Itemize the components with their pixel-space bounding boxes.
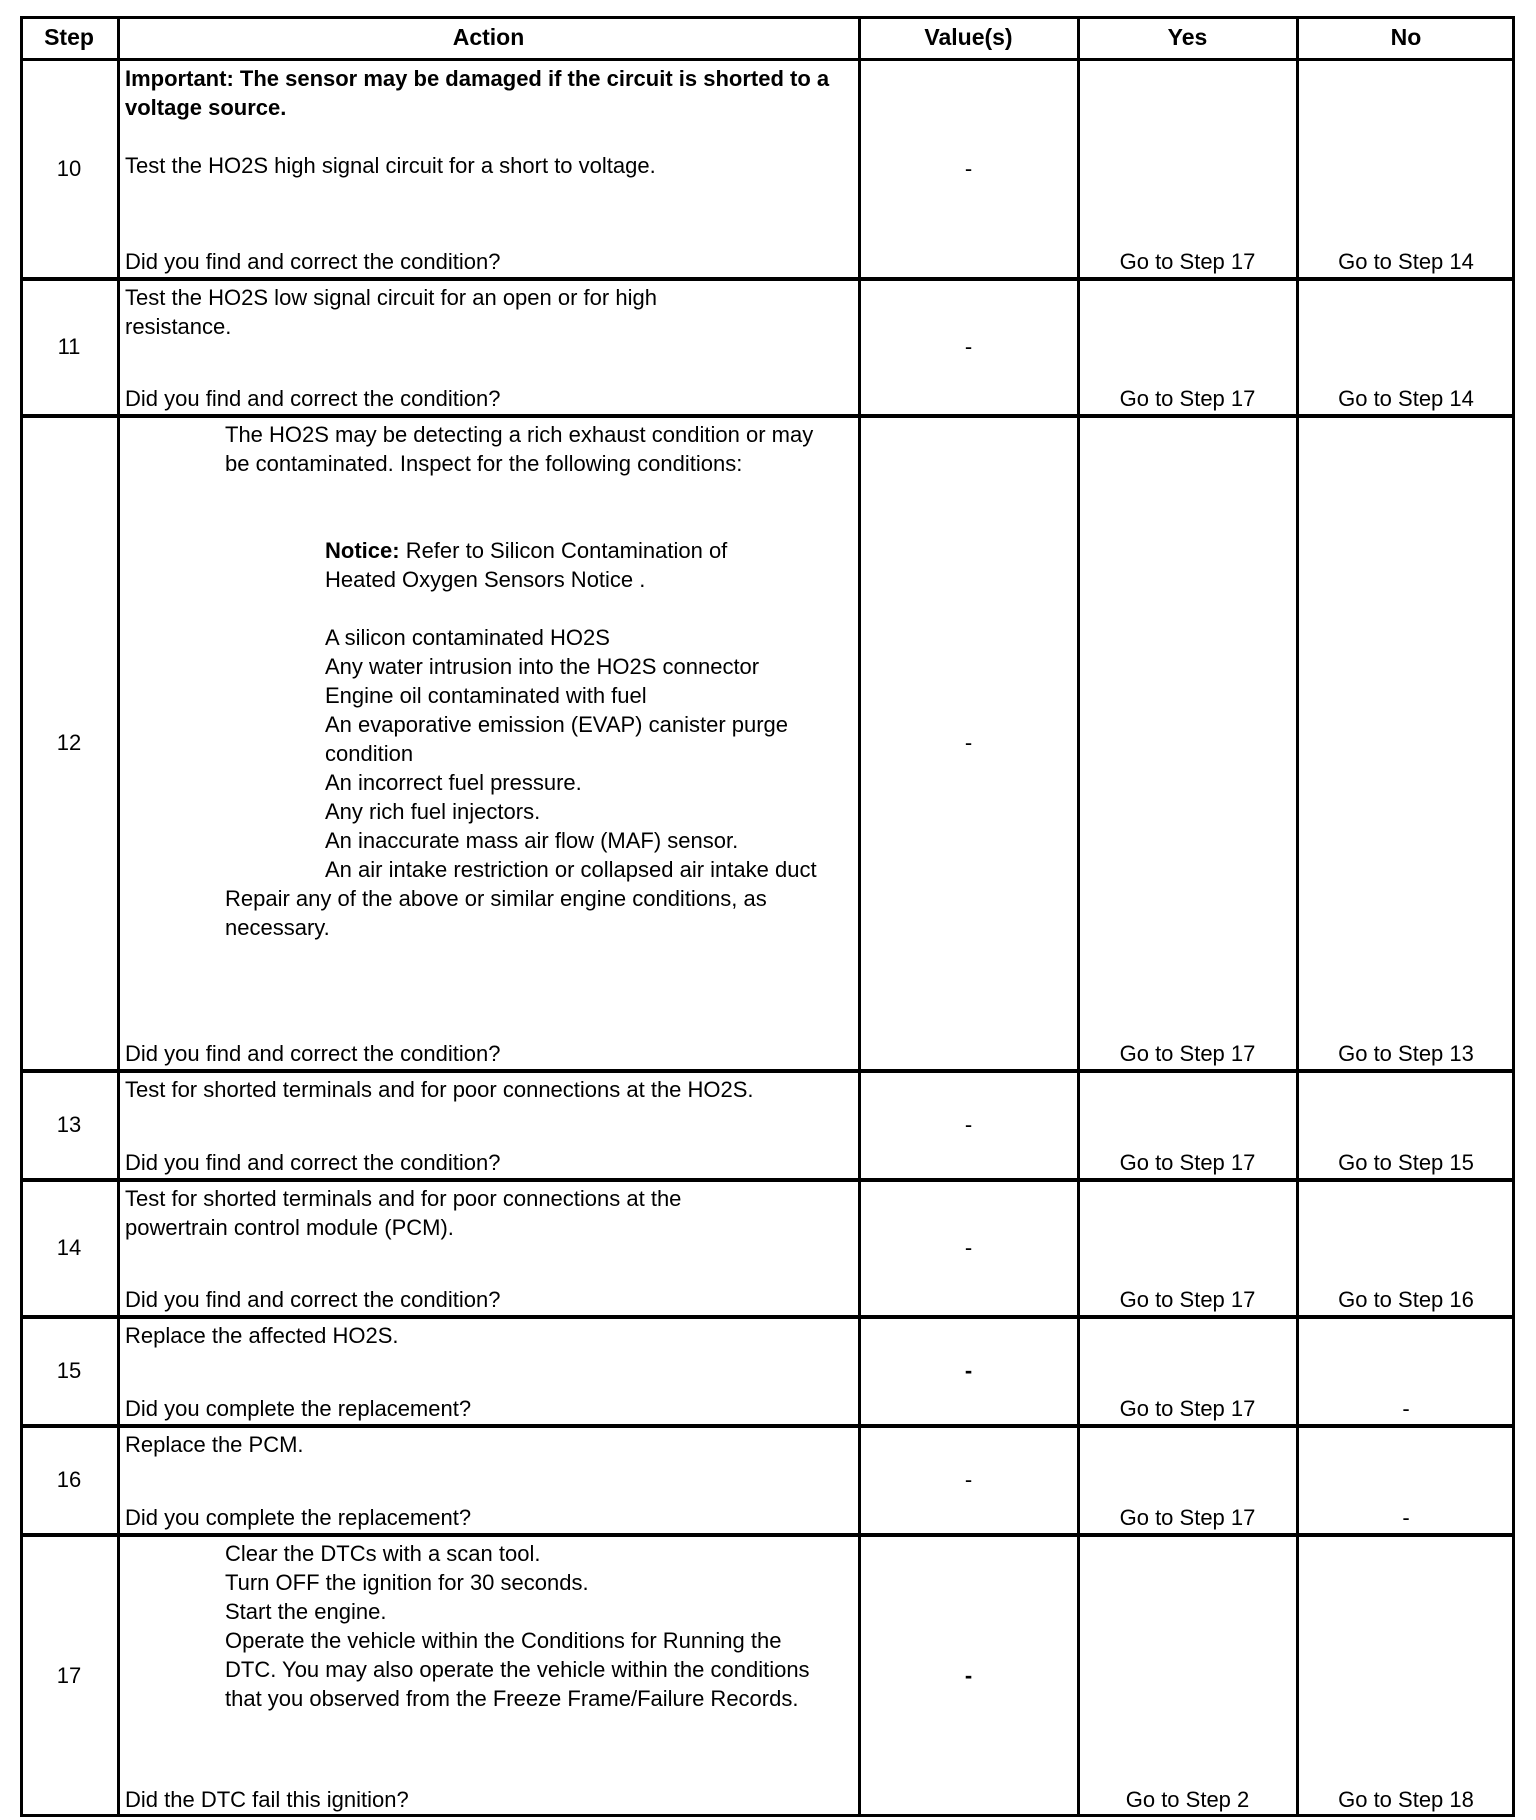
table-row-step-12 xyxy=(20,415,1515,1070)
action-question: Did you find and correct the condition? xyxy=(125,386,501,411)
action-text: Replace the affected HO2S. xyxy=(125,1323,399,1348)
header-no: No xyxy=(1390,24,1422,50)
column-divider xyxy=(1296,16,1299,1817)
header-values: Value(s) xyxy=(924,24,1013,50)
step-number: 10 xyxy=(56,156,82,181)
action-cell xyxy=(118,415,859,1070)
value-cell: - xyxy=(964,1235,973,1260)
action-text: Replace the PCM. xyxy=(125,1432,304,1457)
action-cell xyxy=(118,278,859,415)
repair-instruction: Repair any of the above or similar engine conditions, as necessary. xyxy=(225,886,767,940)
value-cell: - xyxy=(964,156,973,181)
list-item: An incorrect fuel pressure. xyxy=(325,770,582,795)
column-divider xyxy=(858,16,861,1817)
action-question: Did you complete the replacement? xyxy=(125,1396,472,1421)
action-question: Did you complete the replacement? xyxy=(125,1505,472,1530)
no-cell: - xyxy=(1402,1505,1410,1530)
yes-cell: Go to Step 17 xyxy=(1119,386,1256,411)
action-question: Did you find and correct the condition? xyxy=(125,1287,501,1312)
table-row-step-15 xyxy=(20,1316,1515,1425)
yes-cell: Go to Step 17 xyxy=(1119,1505,1256,1530)
step-number: 11 xyxy=(57,334,81,359)
no-cell: Go to Step 14 xyxy=(1338,386,1474,411)
list-item: Operate the vehicle within the Conditions for Running the DTC. You may also operate the vehicle within the conditions that you observed from the Freeze Frame/Failure Records. xyxy=(225,1628,810,1711)
step-number: 16 xyxy=(56,1467,82,1492)
yes-cell: Go to Step 17 xyxy=(1119,1287,1256,1312)
no-cell: Go to Step 16 xyxy=(1338,1287,1474,1312)
table-border xyxy=(1512,16,1515,1817)
yes-cell: Go to Step 17 xyxy=(1119,1396,1256,1421)
row-divider xyxy=(20,1069,1515,1073)
row-divider xyxy=(20,277,1515,281)
value-cell: - xyxy=(964,730,973,755)
procedure-list xyxy=(125,1539,853,1713)
row-divider xyxy=(20,1315,1515,1319)
row-divider xyxy=(20,414,1515,418)
step-number: 12 xyxy=(56,730,82,755)
list-item: Engine oil contaminated with fuel xyxy=(325,683,647,708)
notice-label: Notice: xyxy=(325,538,400,563)
action-cell xyxy=(118,1070,859,1179)
list-item: An evaporative emission (EVAP) canister purge condition xyxy=(325,712,789,766)
step-number: 17 xyxy=(56,1662,82,1688)
condition-list xyxy=(125,623,853,884)
action-text: Test for shorted terminals and for poor connections at the powertrain control module (PCM). xyxy=(125,1186,682,1240)
list-item: Any rich fuel injectors. xyxy=(325,799,541,824)
notice xyxy=(125,536,853,594)
list-item: An air intake restriction or collapsed air intake duct xyxy=(325,857,817,882)
no-cell: Go to Step 15 xyxy=(1338,1150,1474,1175)
table-row-step-16 xyxy=(20,1425,1515,1534)
step-number: 13 xyxy=(56,1112,82,1137)
action-text: Test the HO2S high signal circuit for a short to voltage. xyxy=(125,153,656,178)
yes-cell: Go to Step 17 xyxy=(1119,1041,1256,1066)
action-cell xyxy=(118,1425,859,1534)
list-item: A silicon contaminated HO2S xyxy=(325,625,610,650)
table-border xyxy=(20,1814,1515,1817)
step-number: 14 xyxy=(56,1235,82,1260)
table-row-step-14 xyxy=(20,1179,1515,1316)
inspection-intro: The HO2S may be detecting a rich exhaust condition or may be contaminated. Inspect for the following conditions: xyxy=(225,422,814,476)
row-divider xyxy=(20,1533,1515,1537)
no-cell: - xyxy=(1402,1396,1410,1421)
important-note: Important: The sensor may be damaged if the circuit is shorted to a voltage source. xyxy=(125,66,830,120)
value-cell: - xyxy=(964,1112,973,1137)
header-step: Step xyxy=(44,24,94,50)
table-row-step-13 xyxy=(20,1070,1515,1179)
action-cell xyxy=(118,59,859,278)
notice-text: Refer to Silicon Contamination of Heated Oxygen Sensors Notice . xyxy=(325,538,728,592)
table-border xyxy=(20,16,1515,19)
value-cell: - xyxy=(964,334,973,359)
no-cell: Go to Step 18 xyxy=(1338,1787,1474,1812)
row-divider xyxy=(20,58,1515,61)
column-divider xyxy=(1077,16,1080,1817)
step-number: 15 xyxy=(56,1358,82,1383)
action-question: Did you find and correct the condition? xyxy=(125,249,501,274)
value-cell: - xyxy=(964,1358,973,1383)
row-divider xyxy=(20,1424,1515,1428)
yes-cell: Go to Step 17 xyxy=(1119,249,1256,274)
value-cell: - xyxy=(964,1662,973,1688)
header-action: Action xyxy=(452,24,525,50)
action-cell xyxy=(118,1534,859,1816)
action-question: Did you find and correct the condition? xyxy=(125,1150,501,1175)
action-cell xyxy=(118,1179,859,1316)
action-text: Test for shorted terminals and for poor connections at the HO2S. xyxy=(125,1077,754,1102)
no-cell: Go to Step 13 xyxy=(1338,1041,1474,1066)
action-text: Test the HO2S low signal circuit for an open or for high resistance. xyxy=(125,285,657,339)
row-divider xyxy=(20,1178,1515,1182)
list-item: Start the engine. xyxy=(225,1599,387,1624)
yes-cell: Go to Step 17 xyxy=(1119,1150,1256,1175)
list-item: Turn OFF the ignition for 30 seconds. xyxy=(225,1570,589,1595)
value-cell: - xyxy=(964,1467,973,1492)
table-row-step-17 xyxy=(20,1534,1515,1816)
action-question: Did the DTC fail this ignition? xyxy=(125,1787,409,1812)
list-item: An inaccurate mass air flow (MAF) sensor. xyxy=(325,828,739,853)
column-divider xyxy=(117,16,120,1817)
table-border xyxy=(20,16,23,1817)
list-item: Clear the DTCs with a scan tool. xyxy=(225,1541,541,1566)
action-question: Did you find and correct the condition? xyxy=(125,1041,501,1066)
yes-cell: Go to Step 2 xyxy=(1125,1787,1250,1812)
no-cell: Go to Step 14 xyxy=(1338,249,1474,274)
header-yes: Yes xyxy=(1167,24,1208,50)
table-row-step-10 xyxy=(20,59,1515,278)
action-cell xyxy=(118,1316,859,1425)
list-item: Any water intrusion into the HO2S connector xyxy=(325,654,760,679)
table-row-step-11 xyxy=(20,278,1515,415)
